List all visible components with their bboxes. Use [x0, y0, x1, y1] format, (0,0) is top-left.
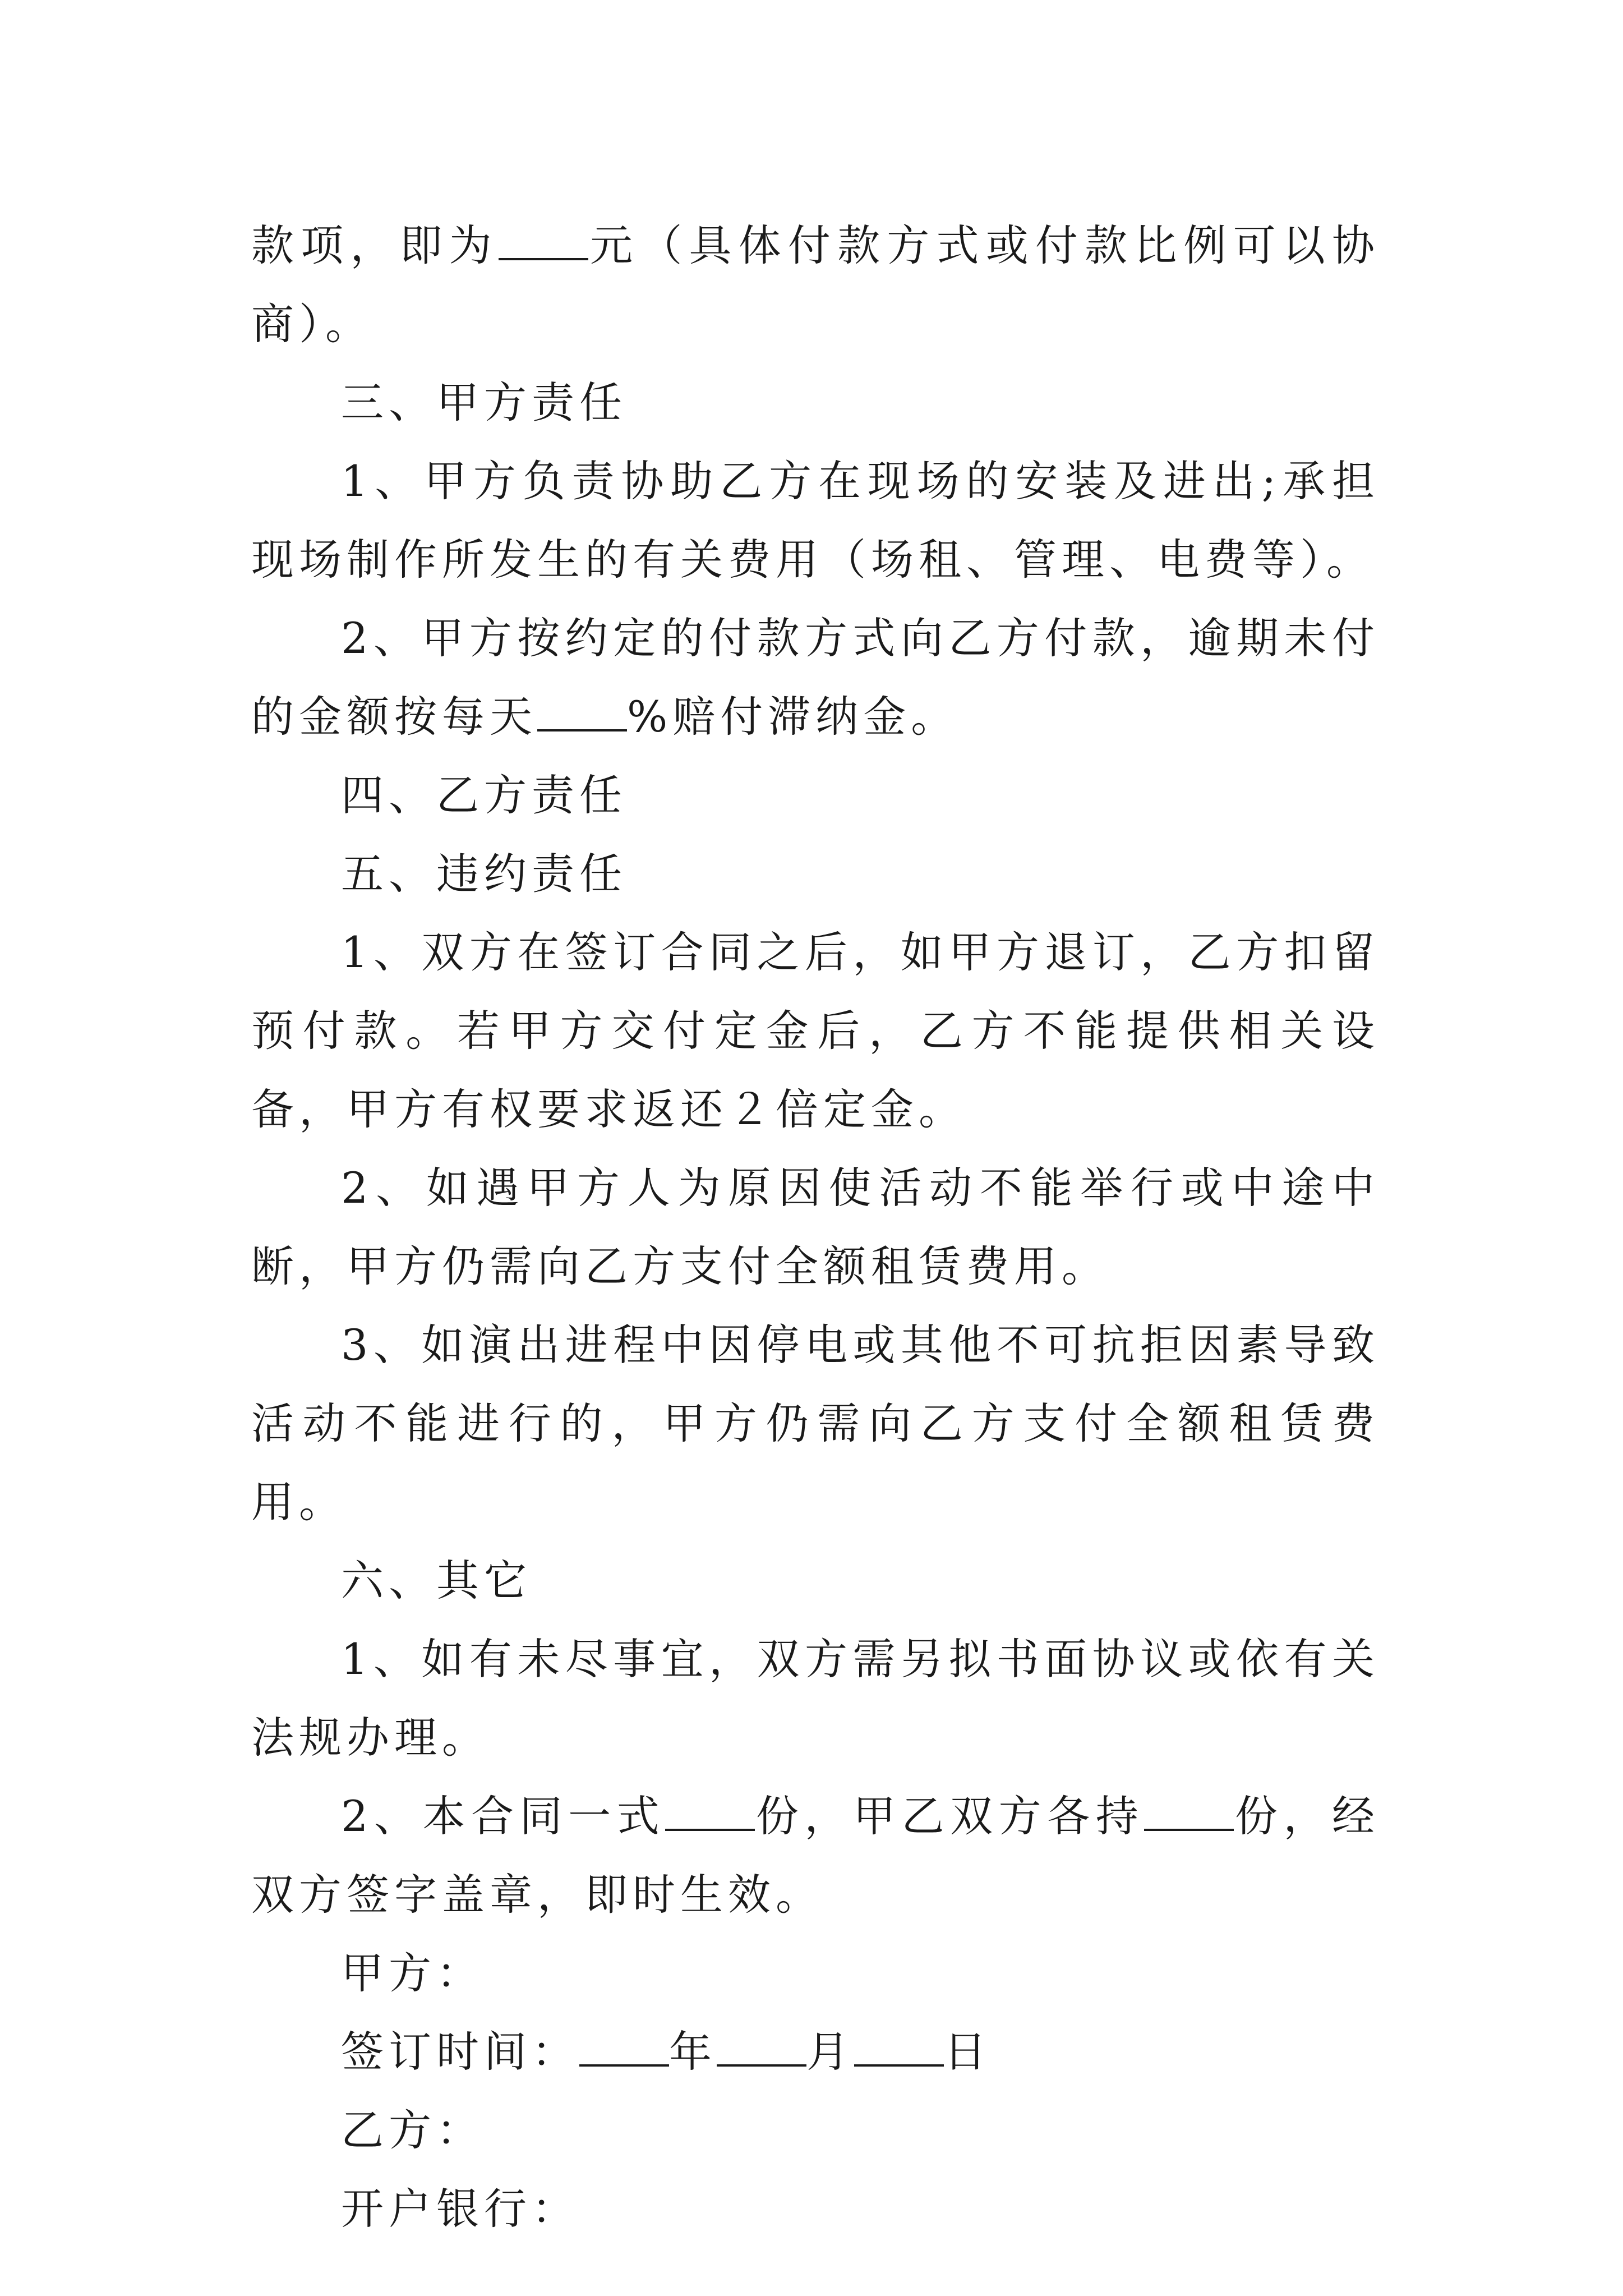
day-label: 日: [944, 2027, 992, 2077]
clause-3-1: 1、甲方负责协助乙方在现场的安装及进出;承担现场制作所发生的有关费用（场租、管理、电费等）。: [251, 456, 1380, 585]
text-segment: 2、本合同一式: [341, 1791, 666, 1841]
month-label: 月: [806, 2027, 854, 2077]
clause-5-3: 3、如演出进程中因停电或其他不可抗拒因素导致活动不能进行的，甲方仍需向乙方支付全额租赁费用。: [251, 1320, 1380, 1527]
fill-blank-month: [717, 2031, 806, 2067]
clause-6-1: 1、如有未尽事宜，双方需另拟书面协议或依有关法规办理。: [251, 1634, 1380, 1763]
year-label: 年: [669, 2027, 717, 2077]
text-segment: 元（具体付款方式或付款比例可以协商）。: [251, 220, 1380, 349]
signature-party-a: 甲方：: [341, 1948, 484, 1998]
section-heading-party-b-duties: 四、乙方责任: [341, 770, 627, 820]
fill-blank: [1144, 1795, 1234, 1831]
clause-5-1: 1、双方在签订合同之后，如甲方退订，乙方扣留预付款。若甲方交付定金后，乙方不能提供相关设备，甲方有权要求返还２倍定金。: [251, 927, 1380, 1134]
text-segment: 款项，即为: [251, 220, 499, 270]
date-label: 签订时间：: [341, 2027, 579, 2077]
fill-blank-day: [854, 2031, 944, 2067]
signature-party-b: 乙方：: [341, 2105, 484, 2155]
document-body: [251, 206, 1380, 2248]
clause-5-2: 2、如遇甲方人为原因使活动不能举行或中途中断，甲方仍需向乙方支付全额租赁费用。: [251, 1163, 1380, 1291]
clause-3-2: [251, 599, 1380, 756]
fill-blank: [499, 224, 588, 260]
paragraph-payment-amount: [251, 206, 1380, 364]
signing-date: [251, 2013, 1380, 2091]
text-segment: 2、甲方按约定的付款方式向乙方付款，逾期未付的金额按每天: [251, 613, 1380, 742]
text-segment: 份，甲乙双方各持: [755, 1791, 1145, 1841]
fill-blank-year: [579, 2031, 669, 2067]
fill-blank: [665, 1795, 755, 1831]
section-heading-party-a-duties: 三、甲方责任: [341, 378, 627, 427]
fill-blank: [537, 696, 627, 731]
section-heading-other: 六、其它: [341, 1556, 532, 1605]
text-segment: 份，经双方签字盖章，即时生效。: [251, 1791, 1380, 1920]
bank-label: 开户银行：: [341, 2184, 579, 2234]
text-segment: %赔付滞纳金。: [627, 692, 959, 742]
section-heading-breach: 五、违约责任: [341, 849, 627, 899]
clause-6-2: [251, 1777, 1380, 1934]
